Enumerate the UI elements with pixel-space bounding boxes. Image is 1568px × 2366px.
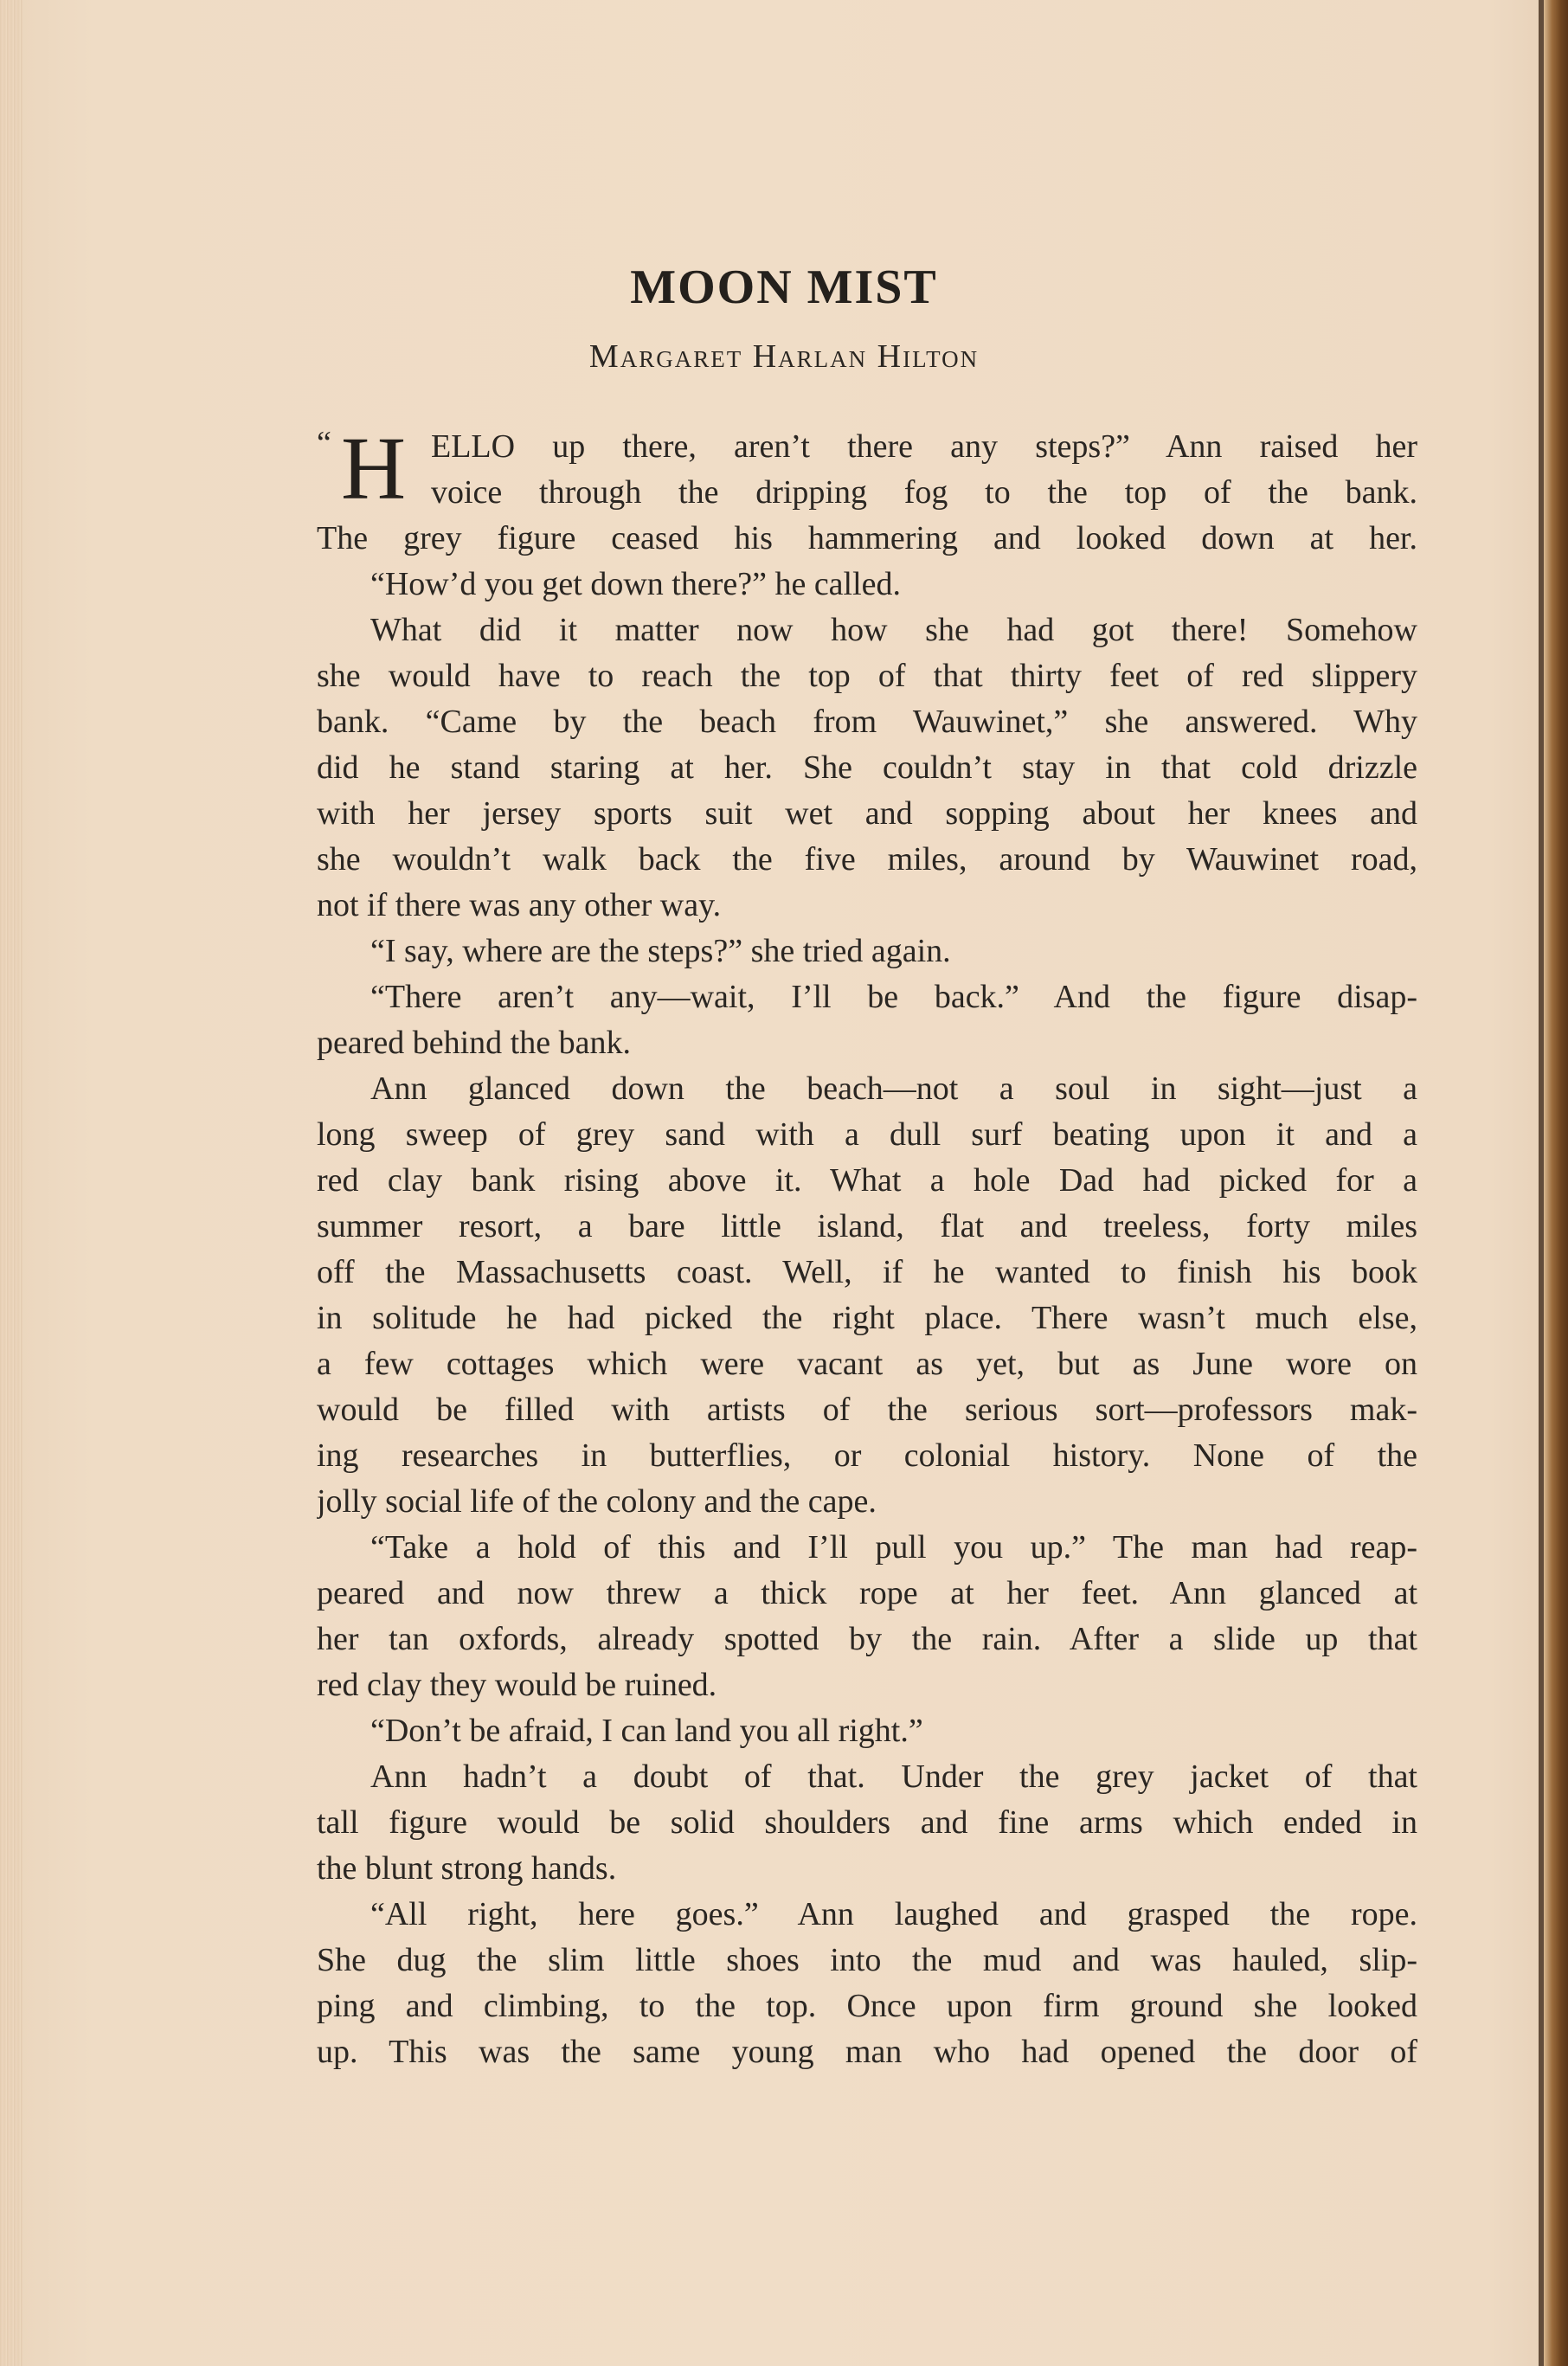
text-line: bank. “Came by the beach from Wauwinet,” she answered. Why <box>317 704 1417 740</box>
text-line: long sweep of grey sand with a dull surf beating upon it and a <box>317 1116 1417 1153</box>
text-line: off the Massachusetts coast. Well, if he wanted to finish his book <box>317 1254 1417 1290</box>
text-line: jolly social life of the colony and the cape. <box>317 1483 877 1520</box>
text-line: ELLO up there, aren’t there any steps?” Ann raised her <box>431 428 1417 465</box>
text-line: voice through the dripping fog to the top of the bank. <box>431 474 1417 511</box>
text-line: would be filled with artists of the serious sort—professors mak- <box>317 1392 1417 1428</box>
text-line: she wouldn’t walk back the five miles, around by Wauwinet road, <box>317 841 1417 878</box>
text-line: Ann glanced down the beach—not a soul in sight—just a <box>370 1070 1417 1107</box>
text-line: “I say, where are the steps?” she tried again. <box>370 933 951 969</box>
story-body <box>317 419 1417 2075</box>
text-line: not if there was any other way. <box>317 887 722 923</box>
text-line: The grey figure ceased his hammering and looked down at her. <box>317 520 1417 556</box>
story-author: Margaret Harlan Hilton <box>588 338 980 375</box>
text-line: peared and now threw a thick rope at her feet. Ann glanced at <box>317 1575 1417 1611</box>
text-line: “Take a hold of this and I’ll pull you up.” The man had reap- <box>370 1529 1417 1566</box>
drop-cap-letter: H <box>341 419 407 518</box>
text-line: up. This was the same young man who had opened the door of <box>317 2034 1417 2070</box>
text-line: she would have to reach the top of that thirty feet of red slippery <box>317 658 1417 694</box>
text-line: red clay bank rising above it. What a hole Dad had picked for a <box>317 1162 1417 1199</box>
text-line: with her jersey sports suit wet and sopping about her knees and <box>317 795 1417 832</box>
text-line: peared behind the bank. <box>317 1025 631 1061</box>
text-line: “Don’t be afraid, I can land you all right.” <box>370 1713 923 1749</box>
text-line: ping and climbing, to the top. Once upon firm ground she looked <box>317 1988 1417 2024</box>
opening-quote-mark: “ <box>317 425 331 461</box>
text-line: She dug the slim little shoes into the mud and was hauled, slip- <box>317 1942 1417 1978</box>
text-line: her tan oxfords, already spotted by the rain. After a slide up that <box>317 1621 1417 1657</box>
text-line: a few cottages which were vacant as yet, but as June wore on <box>317 1346 1417 1382</box>
text-line: the blunt strong hands. <box>317 1850 617 1887</box>
text-line: red clay they would be ruined. <box>317 1667 717 1703</box>
text-line: Ann hadn’t a doubt of that. Under the grey jacket of that <box>370 1758 1417 1795</box>
text-line: What did it matter now how she had got there! Somehow <box>370 612 1417 648</box>
text-line: ing researches in butterflies, or colonial history. None of the <box>317 1437 1417 1474</box>
text-line: tall figure would be solid shoulders and fine arms which ended in <box>317 1804 1417 1841</box>
text-line: did he stand staring at her. She couldn’t stay in that cold drizzle <box>317 749 1417 786</box>
text-line: “All right, here goes.” Ann laughed and grasped the rope. <box>370 1896 1417 1932</box>
text-line: “There aren’t any—wait, I’ll be back.” And the figure disap- <box>370 979 1417 1015</box>
story-title: MOON MIST <box>630 260 938 314</box>
text-line: “How’d you get down there?” he called. <box>370 566 902 602</box>
opening-paragraph-start <box>317 419 1417 518</box>
text-line: summer resort, a bare little island, flat and treeless, forty miles <box>317 1208 1417 1244</box>
text-line: in solitude he had picked the right place. There wasn’t much else, <box>317 1300 1417 1336</box>
